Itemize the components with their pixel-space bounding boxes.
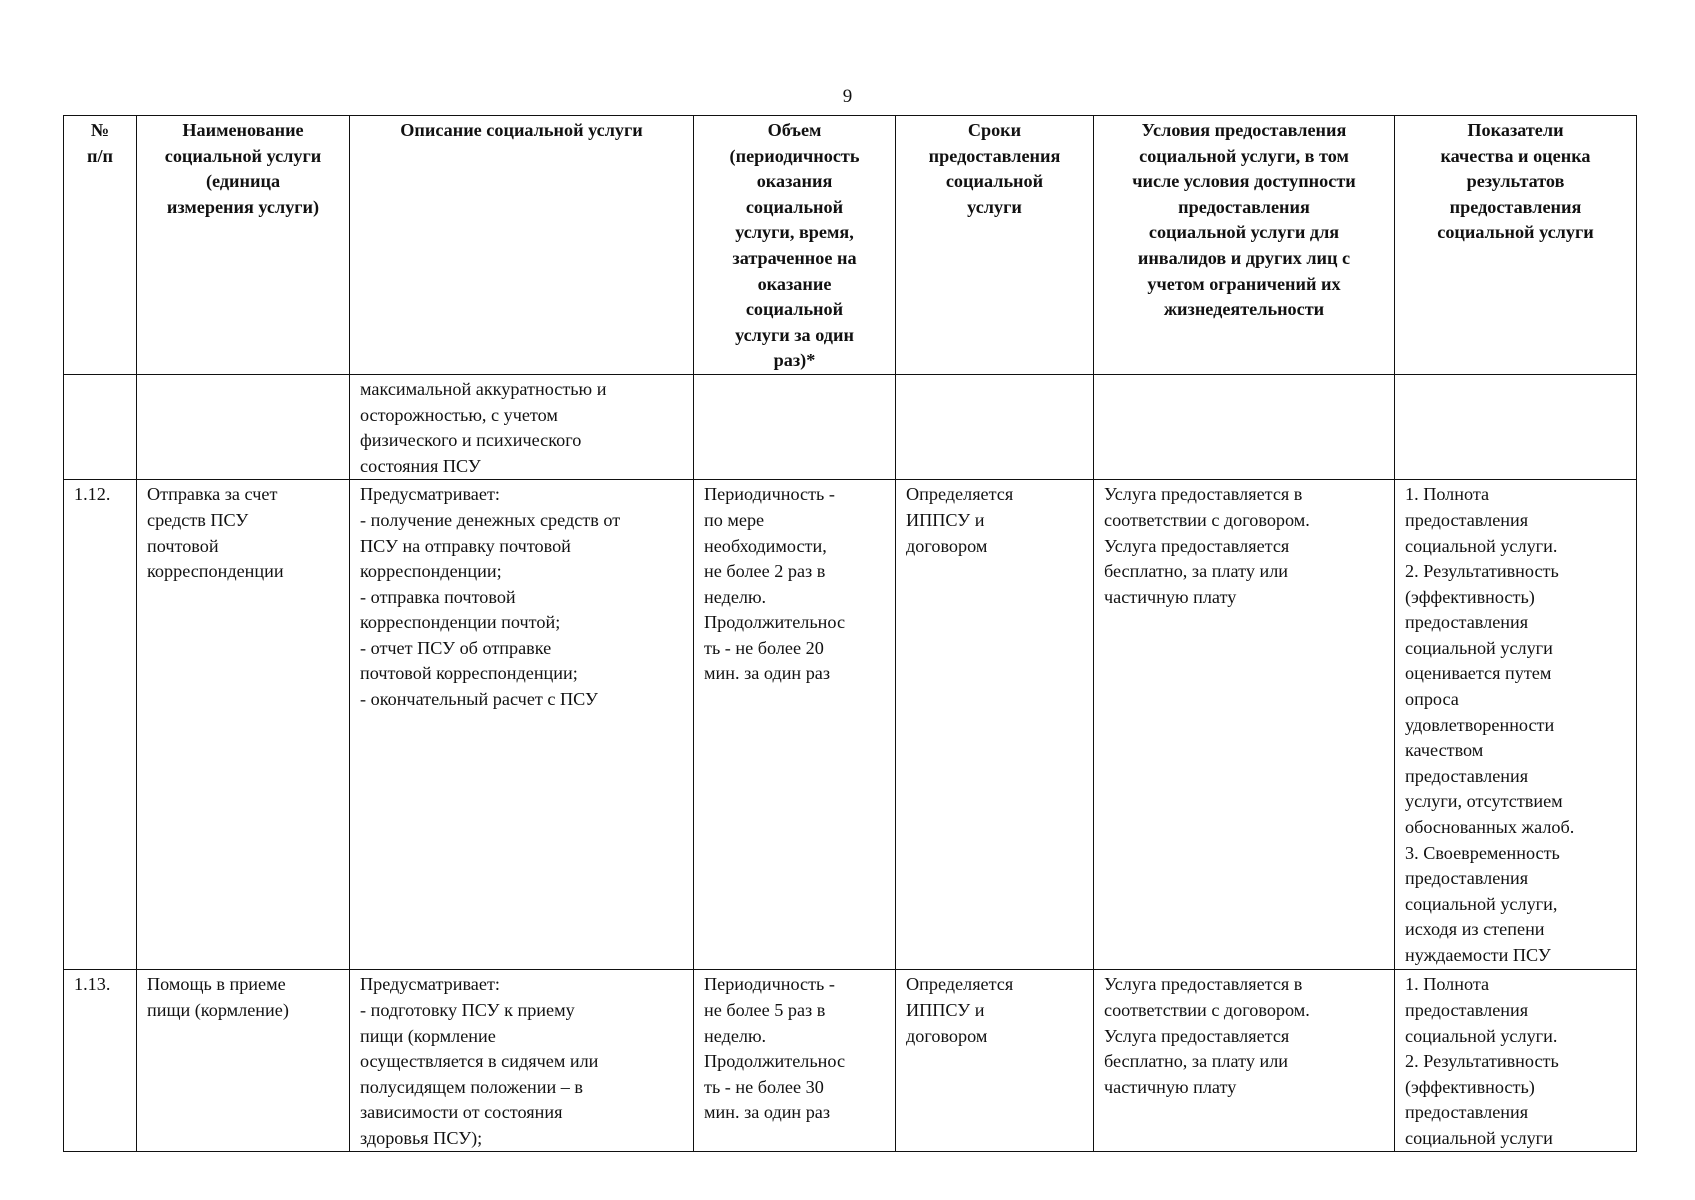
header-volume: Объем (периодичность оказания социальной услуги, время, затраченное на оказание социальной услуги за один раз)*	[694, 116, 896, 375]
cell-terms: Определяется ИППСУ и договором	[896, 480, 1094, 970]
table-row-1-13	[64, 970, 1637, 1152]
cell-volume: Периодичность - по мере необходимости, не более 2 раз в неделю. Продолжительнос ть - не более 20 мин. за один раз	[694, 480, 896, 970]
header-indicators: Показатели качества и оценка результатов предоставления социальной услуги	[1395, 116, 1637, 375]
cell-description: Предусматривает: - получение денежных средств от ПСУ на отправку почтовой корреспонденции; - отправка почтовой корреспонденции почтой; - отчет ПСУ об отправке почтовой корреспонденции; - окончательный расчет с ПСУ	[350, 480, 694, 970]
cell-indicators: 1. Полнота предоставления социальной услуги. 2. Результативность (эффективность) предоставления социальной услуги	[1395, 970, 1637, 1152]
cell-conditions: Услуга предоставляется в соответствии с договором. Услуга предоставляется бесплатно, за плату или частичную плату	[1094, 970, 1395, 1152]
cell-conditions	[1094, 374, 1395, 479]
header-number: № п/п	[64, 116, 137, 375]
table-header-row	[64, 116, 1637, 375]
page-number: 9	[842, 86, 853, 107]
cell-number: 1.13.	[64, 970, 137, 1152]
cell-indicators	[1395, 374, 1637, 479]
header-terms: Сроки предоставления социальной услуги	[896, 116, 1094, 375]
header-service-name: Наименование социальной услуги (единица измерения услуги)	[137, 116, 350, 375]
table-row-continuation	[64, 374, 1637, 479]
cell-name	[137, 374, 350, 479]
cell-conditions: Услуга предоставляется в соответствии с договором. Услуга предоставляется бесплатно, за плату или частичную плату	[1094, 480, 1395, 970]
header-conditions: Условия предоставления социальной услуги, в том числе условия доступности предоставления социальной услуги для инвалидов и других лиц с учетом ограничений их жизнедеятельности	[1094, 116, 1395, 375]
cell-number	[64, 374, 137, 479]
cell-terms: Определяется ИППСУ и договором	[896, 970, 1094, 1152]
header-description: Описание социальной услуги	[350, 116, 694, 375]
table-row-1-12	[64, 480, 1637, 970]
cell-terms	[896, 374, 1094, 479]
cell-description: Предусматривает: - подготовку ПСУ к приему пищи (кормление осуществляется в сидячем или полусидящем положении – в зависимости от состояния здоровья ПСУ);	[350, 970, 694, 1152]
cell-volume	[694, 374, 896, 479]
social-services-table	[63, 115, 1637, 1152]
cell-number: 1.12.	[64, 480, 137, 970]
cell-volume: Периодичность - не более 5 раз в неделю. Продолжительнос ть - не более 30 мин. за один раз	[694, 970, 896, 1152]
cell-indicators: 1. Полнота предоставления социальной услуги. 2. Результативность (эффективность) предоставления социальной услуги оценивается путем опроса удовлетворенности качеством предоставления услуги, отсутствием обоснованных жалоб. 3. Своевременность предоставления социальной услуги, исходя из степени нуждаемости ПСУ	[1395, 480, 1637, 970]
cell-name: Помощь в приеме пищи (кормление)	[137, 970, 350, 1152]
cell-description: максимальной аккуратностью и осторожностью, с учетом физического и психического состояния ПСУ	[350, 374, 694, 479]
cell-name: Отправка за счет средств ПСУ почтовой корреспонденции	[137, 480, 350, 970]
